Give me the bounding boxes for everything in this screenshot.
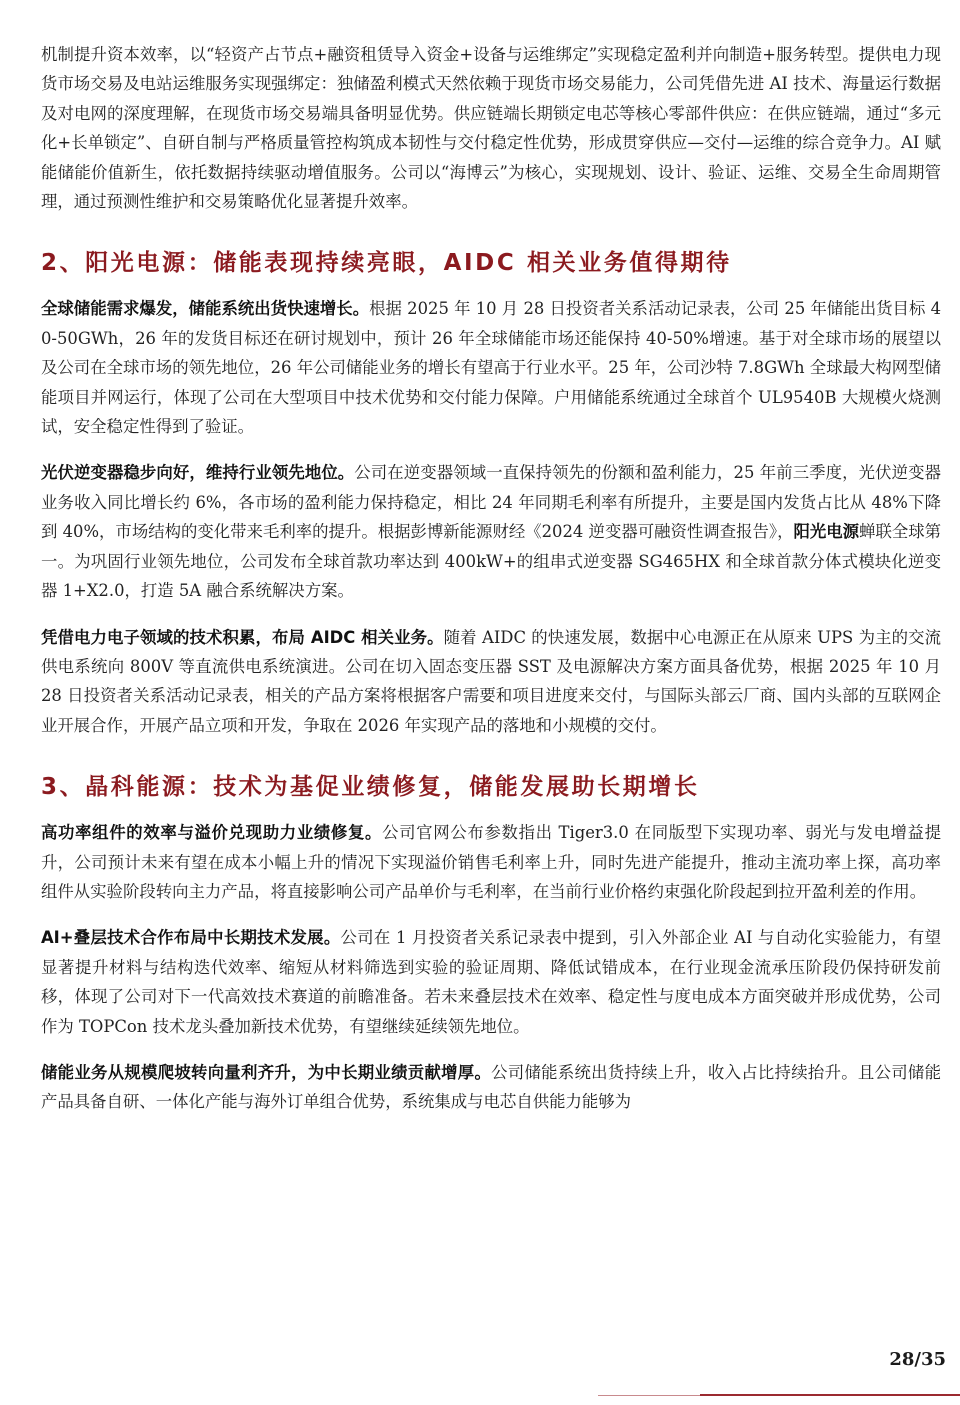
s2-p1-body: 根据 2025 年 10 月 28 日投资者关系活动记录表，公司 25 年储能出货目标 40-50GWh，26 年的发货目标还在研讨规划中，预计 26 年全球储能市场还能保持 40-50%增速。基于对全球市场的展望以及公司在全球市场的领先地位，26 年公司储能业务的增长有望高于行业水平。25 年，公司沙特 7.8GWh 全球最大构网型储能项目并网运行，体现了公司在大型项目中技术优势和交付能力保障。户用储能系统通过全球首个 UL9540B 大规模火烧测试，安全稳定性得到了验证。 [41,299,942,437]
footer-rule [0,1394,960,1397]
s3-paragraph-ai-tandem [41,923,941,1041]
s3-p1-lead: 高功率组件的效率与溢价兑现助力业绩修复。 [41,823,383,843]
intro-paragraph [41,40,941,216]
s2-p3-body: 随着 AIDC 的快速发展，数据中心电源正在从原来 UPS 为主的交流供电系统向 800V 等直流供电系统演进。公司在切入固态变压器 SST 及电源解决方案方面具备优势，根据 2025 年 10 月 28 日投资者关系活动记录表，相关的产品方案将根据客户需要和项目进度来交付，与国际头部云厂商、国内头部的互联网企业开展合作，开展产品立项和开发，争取在 2026 年实现产品的落地和小规模的交付。 [41,627,941,735]
s3-p3-body: 公司储能系统出货持续上升，收入占比持续抬升。且公司储能产品具备自研、一体化产能与海外订单组合优势，系统集成与电芯自供能力能够为 [41,1062,941,1112]
s3-paragraph-storage-business [41,1058,941,1117]
s3-p3-lead: 储能业务从规模爬坡转向量利齐升，为中长期业绩贡献增厚。 [41,1062,492,1082]
section-2-heading: 2、阳光电源：储能表现持续亮眼，AIDC 相关业务值得期待 [41,250,732,277]
s2-p2-lead: 光伏逆变器稳步向好，维持行业领先地位。 [41,463,355,483]
s2-paragraph-storage [41,294,941,441]
report-page-body [41,40,941,1117]
s3-p2-body: 公司在 1 月投资者关系记录表中提到，引入外部企业 AI 与自动化实验能力，有望显著提升材料与结构迭代效率、缩短从材料筛选到实验的验证周期、降低试错成本，在行业现金流承压阶段仍保持研发前移，体现了公司对下一代高效技术赛道的前瞻准备。若未来叠层技术在效率、稳定性与度电成本方面突破并形成优势，公司作为 TOPCon 技术龙头叠加新技术优势，有望继续延续领先地位。 [41,928,941,1036]
s2-paragraph-aidc [41,623,941,741]
s3-p2-lead: AI+叠层技术合作布局中长期技术发展。 [41,928,341,948]
s3-paragraph-modules [41,818,941,906]
s2-p2-body-before: 公司在逆变器领域一直保持领先的份额和盈利能力，25 年前三季度，光伏逆变器业务收入同比增长约 6%，各市场的盈利能力保持稳定，相比 24 年同期毛利率有所提升，主要是国内发货占比从 48%下降到 40%，市场结构的变化带来毛利率的提升。根据彭博新能源财经《2024 逆变器可融资性调查报告》， [41,463,941,542]
s2-p2-body-after: 蝉联全球第一。为巩固行业领先地位，公司发布全球首款功率达到 400kW+的组串式逆变器 SG465HX 和全球首款分体式模块化逆变器 1+X2.0，打造 5A 融合系统解决方案。 [41,522,942,601]
s2-p1-lead: 全球储能需求爆发，储能系统出货快速增长。 [41,299,370,319]
section-3-heading: 3、晶科能源：技术为基促业绩修复，储能发展助长期增长 [41,774,700,801]
s3-p1-body: 公司官网公布参数指出 Tiger3.0 在同版型下实现功率、弱光与发电增益提升，公司预计未来有望在成本小幅上升的情况下实现溢价销售毛利率上升，同时先进产能提升，推动主流功率上探，高功率组件从实验阶段转向主力产品，将直接影响公司产品单价与毛利率，在当前行业价格约束强化阶段起到拉开盈利差的作用。 [41,823,942,901]
s2-p2-company-name: 阳光电源 [793,522,860,542]
footer-rule-thick [700,1394,960,1396]
s2-p3-lead: 凭借电力电子领域的技术积累，布局 AIDC 相关业务。 [41,627,444,647]
page-number: 28/35 [889,1349,946,1370]
intro-text: 机制提升资本效率，以“轻资产占节点+融资租赁导入资金+设备与运维绑定”实现稳定盈利并向制造+服务转型。提供电力现货市场交易及电站运维服务实现强绑定：独储盈利模式天然依赖于现货市场交易能力，公司凭借先进 AI 技术、海量运行数据及对电网的深度理解，在现货市场交易端具备明显优势。供应链端长期锁定电芯等核心零部件供应：在供应链端，通过“多元化+长单锁定”、自研自制与严格质量管控构筑成本韧性与交付稳定性优势，形成贯穿供应—交付—运维的综合竞争力。AI 赋能储能价值新生，依托数据持续驱动增值服务。公司以“海博云”为核心，实现规划、设计、验证、运维、交易全生命周期管理，通过预测性维护和交易策略优化显著提升效率。 [41,45,941,212]
s2-paragraph-inverter [41,458,941,605]
